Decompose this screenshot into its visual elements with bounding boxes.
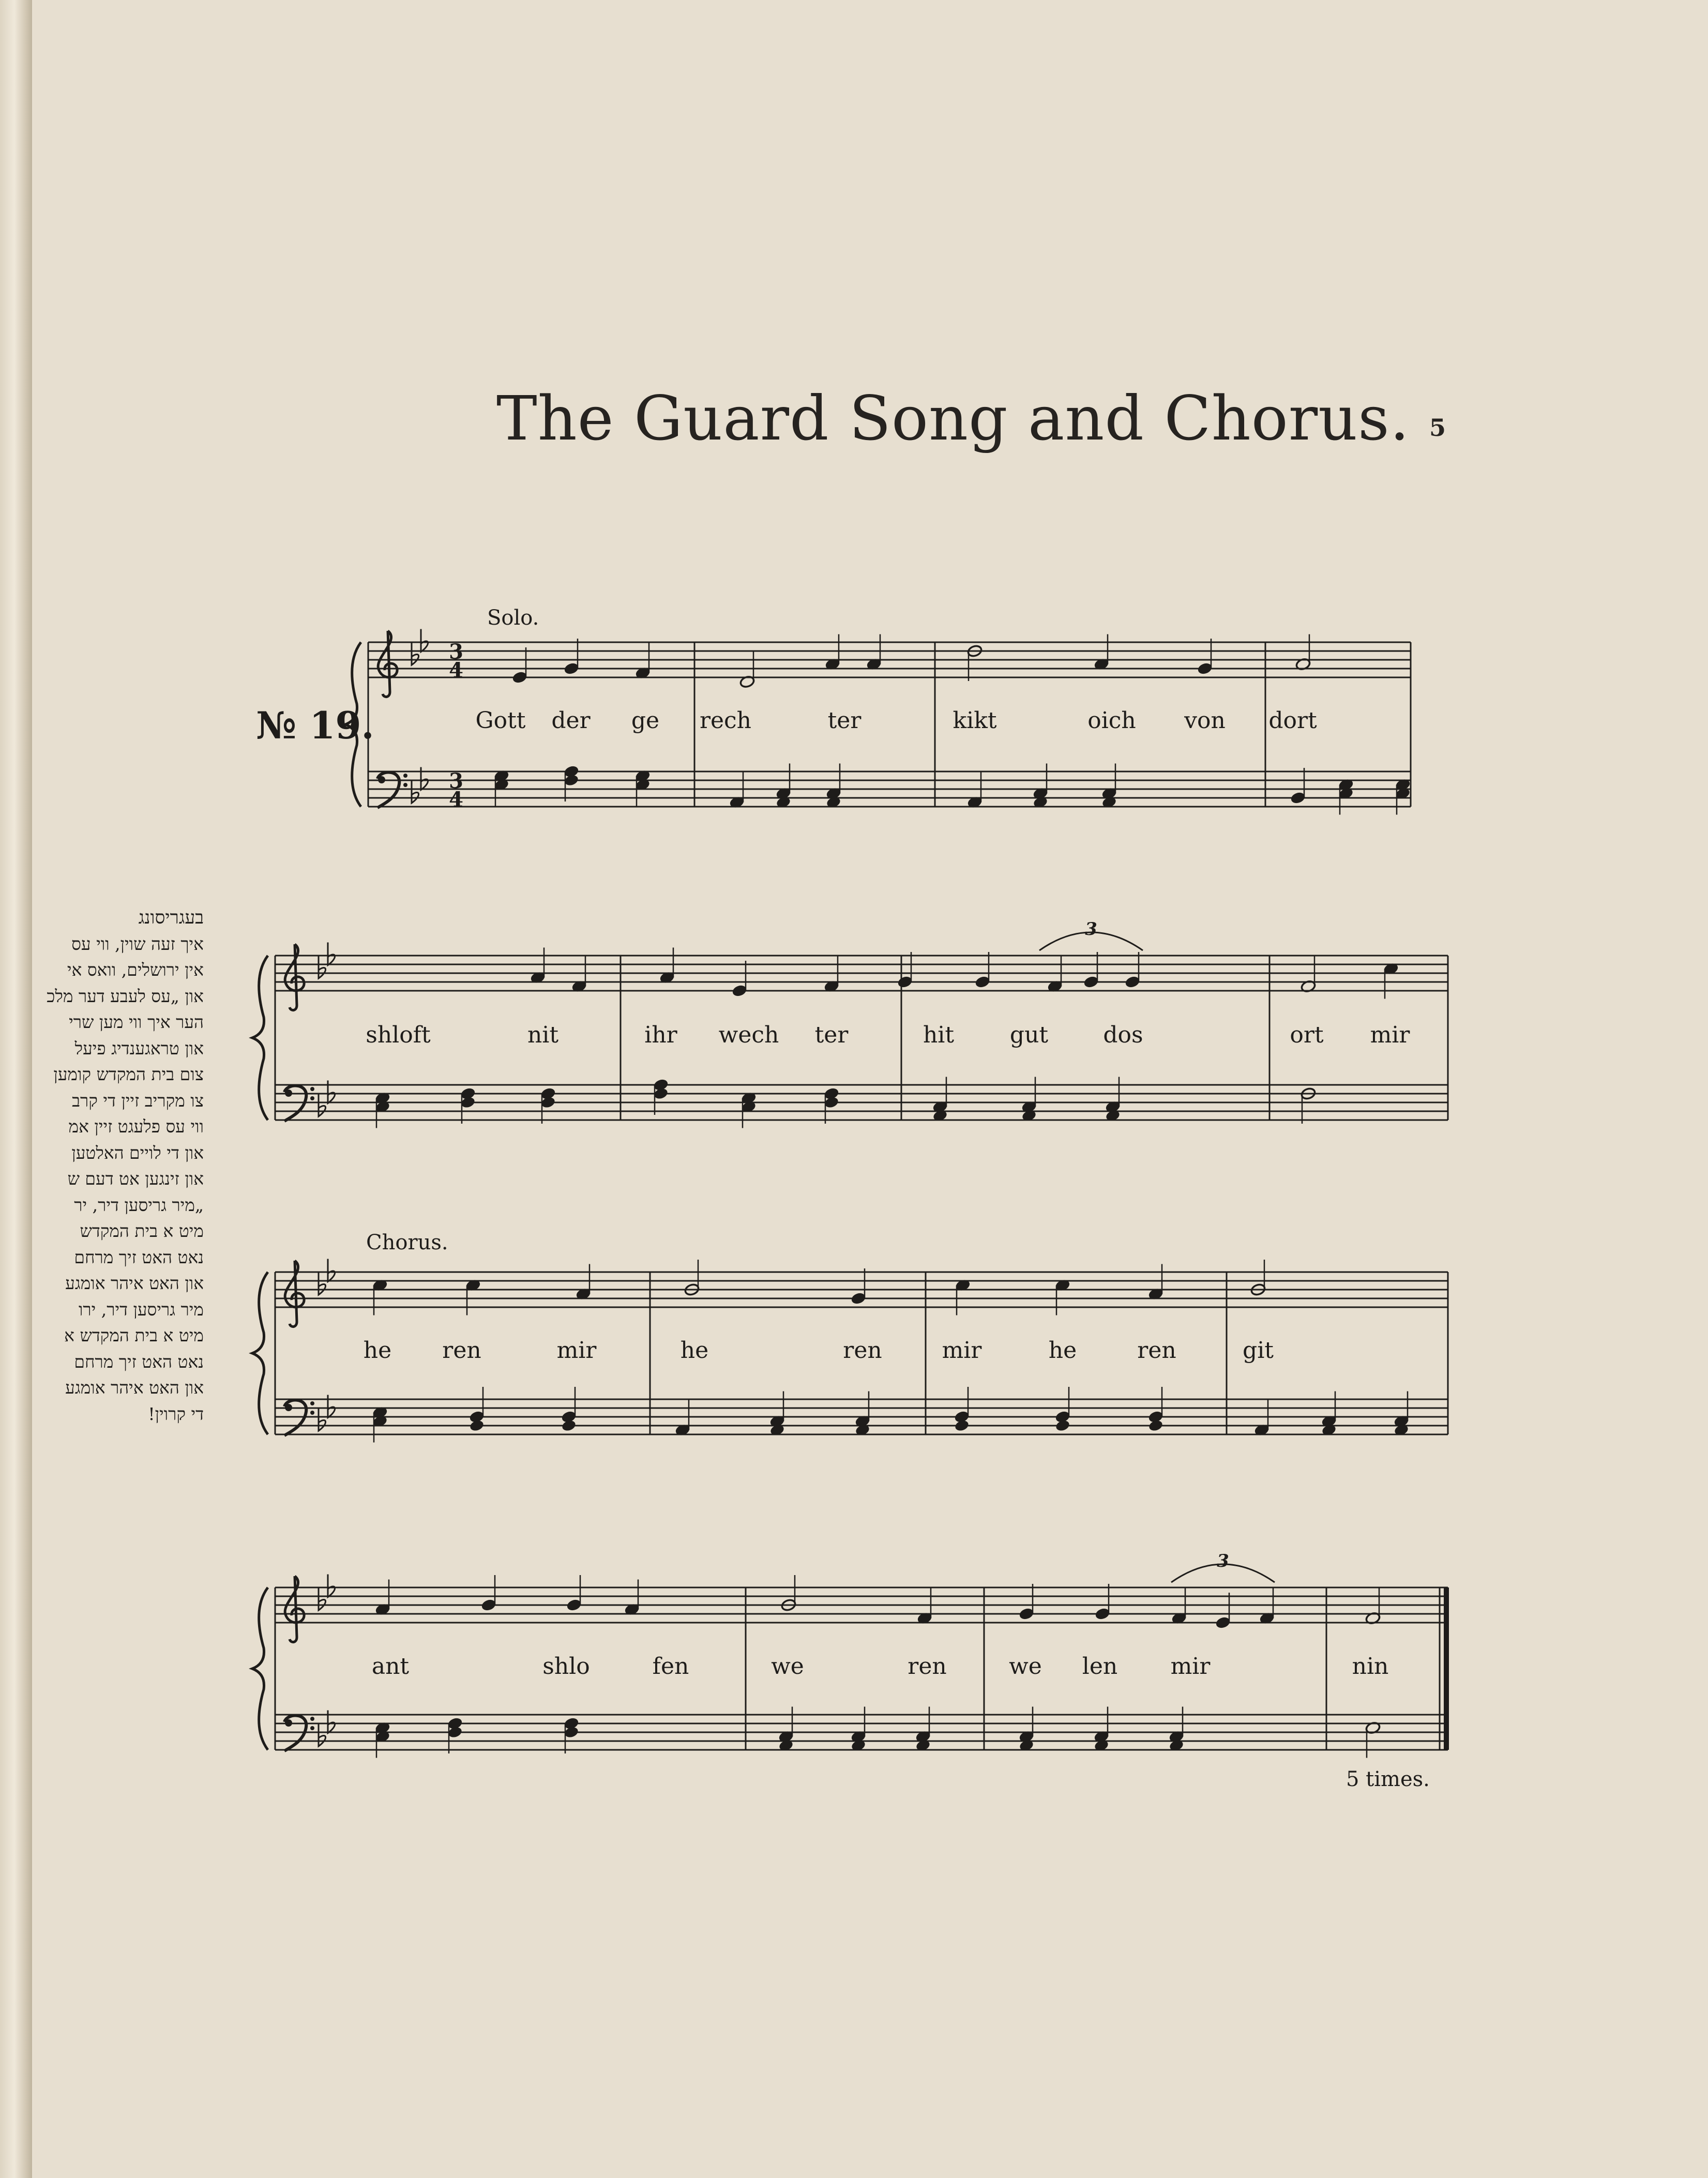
system-brace xyxy=(252,1587,268,1750)
lyric-syllable: mir xyxy=(556,1337,597,1364)
hebrew-text-line: מיט א בית המקדש xyxy=(80,1221,204,1241)
chord-note-head xyxy=(1148,1419,1164,1432)
lyric-syllable: we xyxy=(771,1653,804,1680)
hebrew-text-line: איך זעה שוין, ווי עס xyxy=(71,933,204,954)
key-signature-flat xyxy=(328,1575,335,1597)
lyric-syllable: der xyxy=(551,707,591,734)
lyric-syllable: oich xyxy=(1087,707,1136,734)
lyric-syllable: he xyxy=(1048,1337,1077,1364)
chord-note-head xyxy=(954,1419,970,1432)
note-head xyxy=(512,671,528,684)
key-signature-flat xyxy=(328,1711,335,1733)
treble-clef xyxy=(285,944,304,1010)
piece-number: № 19. xyxy=(256,703,374,747)
lyric-syllable: nin xyxy=(1352,1653,1389,1680)
bass-clef-dot xyxy=(285,1090,292,1097)
lyric-syllable: von xyxy=(1184,707,1226,734)
bass-clef-dot xyxy=(310,1717,314,1721)
note-head xyxy=(1290,791,1306,805)
section-direction: Solo. xyxy=(487,606,539,630)
lyric-syllable: he xyxy=(680,1337,709,1364)
lyric-syllable: rech xyxy=(699,707,752,734)
hebrew-text-line: און „עס לעבע דער מלכ xyxy=(47,986,204,1006)
lyric-syllable: shloft xyxy=(366,1022,431,1048)
lyric-syllable: hit xyxy=(923,1022,955,1048)
lyric-syllable: nit xyxy=(527,1022,559,1048)
key-signature-flat xyxy=(421,629,428,652)
hebrew-text-line: מיר גריסען דיר, ירו xyxy=(78,1299,204,1320)
bass-clef-dot xyxy=(285,1719,292,1727)
time-signature-numerator: 3 xyxy=(449,769,463,793)
hebrew-text-line: ווי עס פלעגט זיין אמ xyxy=(68,1116,204,1137)
note-head xyxy=(732,984,748,997)
key-signature-flat xyxy=(421,767,428,790)
triplet-number: 3 xyxy=(1085,919,1097,940)
note-head xyxy=(1125,975,1141,989)
hebrew-text-line: אין ירושלים, וואס אי xyxy=(67,960,204,980)
chord-note-head xyxy=(564,1726,580,1739)
lyric-syllable: ort xyxy=(1290,1022,1324,1048)
note-head xyxy=(566,1598,582,1612)
chord-note-head xyxy=(540,1096,556,1109)
bass-clef-dot xyxy=(403,783,407,787)
note-head xyxy=(897,975,913,989)
hebrew-text-line: די קרוין! xyxy=(148,1403,204,1424)
hebrew-text-line: הער איך ווי מען שרי xyxy=(69,1012,204,1032)
key-signature-flat xyxy=(328,1259,335,1282)
bass-clef-dot xyxy=(310,1411,314,1415)
chord-note-head xyxy=(469,1419,485,1432)
bass-clef-dot xyxy=(285,1404,292,1411)
note-head xyxy=(1215,1616,1231,1629)
lyric-syllable: ant xyxy=(371,1653,410,1680)
treble-clef xyxy=(378,631,397,697)
song-title: The Guard Song and Chorus. xyxy=(496,383,1410,454)
chord-note-head xyxy=(561,1419,577,1432)
time-signature-denominator: 4 xyxy=(449,788,463,812)
bass-clef-dot xyxy=(310,1096,314,1100)
hebrew-text-line: נאט האט זיך מרחם xyxy=(74,1351,204,1372)
chord-note-head xyxy=(653,1087,669,1100)
lyric-syllable: mir xyxy=(1170,1653,1211,1680)
note-head xyxy=(1019,1607,1035,1621)
lyric-syllable: ren xyxy=(908,1653,947,1680)
lyric-syllable: ren xyxy=(442,1337,481,1364)
lyric-syllable: dort xyxy=(1268,707,1317,734)
key-signature-flat xyxy=(319,1587,326,1610)
bass-clef-dot xyxy=(378,776,385,783)
note-head xyxy=(851,1292,867,1305)
lyric-syllable: Gott xyxy=(475,707,526,734)
bass-clef-dot xyxy=(310,1087,314,1091)
hebrew-text-line: צו מקריב זיין די קרב xyxy=(72,1090,204,1111)
key-signature-flat xyxy=(328,943,335,965)
key-signature-flat xyxy=(328,1081,335,1103)
chord-note-head xyxy=(447,1726,463,1739)
key-signature-flat xyxy=(328,1395,335,1418)
key-signature-flat xyxy=(412,780,419,803)
system-brace xyxy=(345,642,361,807)
system-brace xyxy=(252,956,268,1120)
time-signature-denominator: 4 xyxy=(449,658,463,683)
bass-clef-dot xyxy=(310,1726,314,1730)
hebrew-text-line: און די לויים האלטען xyxy=(71,1142,204,1163)
key-signature-flat xyxy=(319,1272,326,1295)
lyric-syllable: git xyxy=(1243,1337,1274,1364)
section-direction: Chorus. xyxy=(366,1231,448,1254)
chord-note-head xyxy=(824,1096,840,1109)
lyric-syllable: ter xyxy=(814,1022,849,1048)
lyric-syllable: dos xyxy=(1103,1022,1143,1048)
lyric-syllable: ge xyxy=(631,707,660,734)
note-head xyxy=(975,975,991,989)
hebrew-text-line: בעגריסונג xyxy=(138,908,204,928)
note-head xyxy=(481,1598,497,1612)
key-signature-flat xyxy=(319,1408,326,1431)
hebrew-text-line: צום בית המקדש קומען xyxy=(53,1064,204,1084)
hebrew-text-line: און האט איהר אומגע xyxy=(65,1378,204,1398)
lyric-syllable: he xyxy=(363,1337,392,1364)
bass-clef-dot xyxy=(403,774,407,778)
lyric-syllable: ren xyxy=(1137,1337,1176,1364)
page-number: 5 xyxy=(1429,414,1446,442)
lyric-syllable: ren xyxy=(843,1337,882,1364)
key-signature-flat xyxy=(319,956,326,978)
hebrew-text-line: „מיר גריסען דיר, יר xyxy=(74,1194,204,1215)
bass-clef-dot xyxy=(310,1401,314,1405)
time-signature-numerator: 3 xyxy=(449,640,463,664)
hebrew-text-line: נאט האט זיך מרחם xyxy=(74,1247,204,1267)
key-signature-flat xyxy=(412,642,419,665)
lyric-syllable: wech xyxy=(718,1022,779,1048)
chord-note-head xyxy=(460,1096,476,1109)
lyric-syllable: ihr xyxy=(644,1022,677,1048)
chord-note-head xyxy=(1055,1419,1071,1432)
lyric-syllable: mir xyxy=(1370,1022,1410,1048)
treble-clef xyxy=(285,1261,304,1327)
lyric-syllable: ter xyxy=(827,707,861,734)
key-signature-flat xyxy=(319,1723,326,1746)
lyric-syllable: shlo xyxy=(542,1653,590,1680)
note-head xyxy=(1083,975,1099,989)
hebrew-text-line: און זינגען אט דעם ש xyxy=(67,1169,204,1189)
hebrew-text-line: מיט א בית המקדש א xyxy=(64,1325,204,1345)
note-head xyxy=(564,662,580,675)
note-head xyxy=(1095,1607,1111,1621)
hebrew-text-line: און האט איהר אומגע xyxy=(65,1273,204,1293)
chord-note-head xyxy=(564,774,580,787)
lyric-syllable: we xyxy=(1009,1653,1042,1680)
key-signature-flat xyxy=(319,1094,326,1116)
hebrew-text-line: און טראגענדיג פיעל xyxy=(74,1038,204,1058)
note-head xyxy=(1197,662,1213,675)
lyric-syllable: mir xyxy=(942,1337,982,1364)
lyric-syllable: len xyxy=(1082,1653,1118,1680)
treble-clef xyxy=(285,1576,304,1642)
lyric-syllable: gut xyxy=(1009,1022,1049,1048)
lyric-syllable: kikt xyxy=(953,707,997,734)
final-bar-thick xyxy=(1444,1587,1449,1750)
repeat-instruction: 5 times. xyxy=(1346,1767,1430,1791)
lyric-syllable: fen xyxy=(652,1653,689,1680)
triplet-number: 3 xyxy=(1217,1551,1229,1571)
system-brace xyxy=(252,1272,268,1434)
